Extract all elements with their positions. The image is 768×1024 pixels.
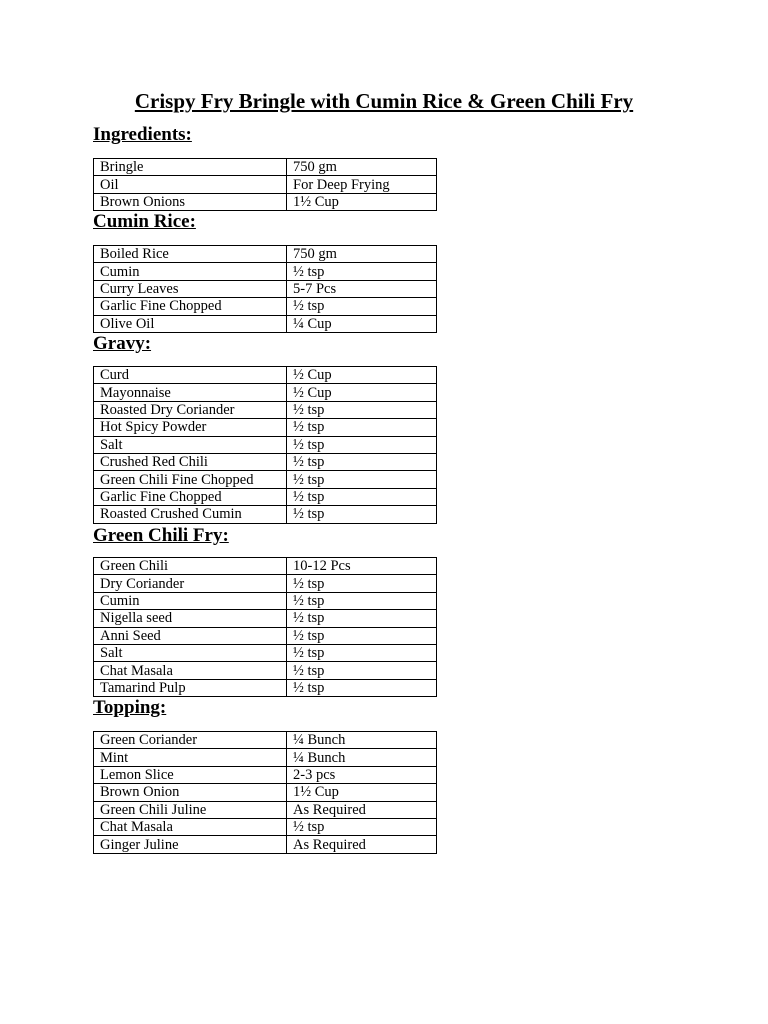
ingredient-name: Dry Coriander xyxy=(94,575,287,592)
table-row xyxy=(94,766,437,783)
section-heading-green-chili-fry: Green Chili Fry: xyxy=(93,525,229,546)
ingredient-quantity: 750 gm xyxy=(287,246,437,263)
section-heading-ingredients: Ingredients: xyxy=(93,124,192,145)
ingredient-quantity: 2-3 pcs xyxy=(287,766,437,783)
ingredients-table xyxy=(93,158,437,211)
ingredient-quantity: ½ tsp xyxy=(287,453,437,470)
table-row xyxy=(94,436,437,453)
ingredient-name: Chat Masala xyxy=(94,818,287,835)
ingredient-name: Hot Spicy Powder xyxy=(94,419,287,436)
table-row xyxy=(94,644,437,661)
table-row xyxy=(94,506,437,523)
ingredient-name: Oil xyxy=(94,176,287,193)
table-row xyxy=(94,558,437,575)
ingredient-quantity: ½ tsp xyxy=(287,610,437,627)
ingredient-quantity: ½ tsp xyxy=(287,488,437,505)
ingredient-quantity: ½ tsp xyxy=(287,627,437,644)
table-row xyxy=(94,263,437,280)
table-row xyxy=(94,419,437,436)
page-title: Crispy Fry Bringle with Cumin Rice & Green Chili Fry xyxy=(134,89,634,113)
table-row xyxy=(94,401,437,418)
ingredient-name: Salt xyxy=(94,644,287,661)
ingredient-name: Garlic Fine Chopped xyxy=(94,488,287,505)
ingredient-name: Ginger Juline xyxy=(94,836,287,853)
ingredient-name: Cumin xyxy=(94,592,287,609)
ingredient-quantity: For Deep Frying xyxy=(287,176,437,193)
ingredient-name: Curry Leaves xyxy=(94,280,287,297)
ingredient-name: Mint xyxy=(94,749,287,766)
ingredient-quantity: As Required xyxy=(287,836,437,853)
table-row xyxy=(94,627,437,644)
ingredient-quantity: 1½ Cup xyxy=(287,784,437,801)
ingredient-name: Chat Masala xyxy=(94,662,287,679)
table-row xyxy=(94,575,437,592)
green-chili-fry-table xyxy=(93,557,437,697)
ingredient-name: Green Chili xyxy=(94,558,287,575)
table-row xyxy=(94,732,437,749)
ingredient-name: Mayonnaise xyxy=(94,384,287,401)
topping-table xyxy=(93,731,437,854)
table-row xyxy=(94,280,437,297)
ingredient-name: Green Chili Juline xyxy=(94,801,287,818)
ingredient-name: Roasted Dry Coriander xyxy=(94,401,287,418)
table-row xyxy=(94,836,437,853)
ingredient-quantity: ½ tsp xyxy=(287,419,437,436)
ingredient-name: Crushed Red Chili xyxy=(94,453,287,470)
ingredient-name: Green Chili Fine Chopped xyxy=(94,471,287,488)
table-row xyxy=(94,367,437,384)
ingredient-quantity: ½ tsp xyxy=(287,818,437,835)
table-row xyxy=(94,159,437,176)
table-row xyxy=(94,246,437,263)
ingredient-quantity: 10-12 Pcs xyxy=(287,558,437,575)
table-row xyxy=(94,592,437,609)
ingredient-name: Lemon Slice xyxy=(94,766,287,783)
ingredient-quantity: ½ tsp xyxy=(287,471,437,488)
section-heading-topping: Topping: xyxy=(93,697,167,718)
ingredient-quantity: As Required xyxy=(287,801,437,818)
ingredient-name: Olive Oil xyxy=(94,315,287,332)
ingredient-quantity: ½ tsp xyxy=(287,298,437,315)
ingredient-quantity: ½ tsp xyxy=(287,644,437,661)
ingredient-quantity: ½ tsp xyxy=(287,592,437,609)
ingredient-name: Roasted Crushed Cumin xyxy=(94,506,287,523)
section-heading-gravy: Gravy: xyxy=(93,333,152,354)
table-row xyxy=(94,784,437,801)
ingredient-name: Garlic Fine Chopped xyxy=(94,298,287,315)
ingredient-quantity: 5-7 Pcs xyxy=(287,280,437,297)
ingredient-name: Brown Onions xyxy=(94,193,287,210)
ingredient-quantity: ½ Cup xyxy=(287,384,437,401)
ingredient-name: Bringle xyxy=(94,159,287,176)
ingredient-name: Brown Onion xyxy=(94,784,287,801)
table-row xyxy=(94,818,437,835)
ingredient-name: Anni Seed xyxy=(94,627,287,644)
table-row xyxy=(94,662,437,679)
ingredient-name: Boiled Rice xyxy=(94,246,287,263)
ingredient-quantity: ½ tsp xyxy=(287,506,437,523)
table-row xyxy=(94,453,437,470)
table-row xyxy=(94,315,437,332)
table-row xyxy=(94,610,437,627)
ingredient-quantity: ½ tsp xyxy=(287,575,437,592)
ingredient-quantity: ½ tsp xyxy=(287,679,437,696)
table-row xyxy=(94,298,437,315)
ingredient-quantity: ¼ Bunch xyxy=(287,749,437,766)
ingredient-quantity: ½ tsp xyxy=(287,662,437,679)
ingredient-name: Nigella seed xyxy=(94,610,287,627)
ingredient-quantity: ½ tsp xyxy=(287,401,437,418)
table-row xyxy=(94,801,437,818)
gravy-table xyxy=(93,366,437,524)
section-heading-cumin-rice: Cumin Rice: xyxy=(93,211,196,232)
ingredient-quantity: ½ Cup xyxy=(287,367,437,384)
ingredient-name: Green Coriander xyxy=(94,732,287,749)
table-row xyxy=(94,176,437,193)
table-row xyxy=(94,384,437,401)
ingredient-quantity: ¼ Bunch xyxy=(287,732,437,749)
ingredient-name: Curd xyxy=(94,367,287,384)
ingredient-name: Cumin xyxy=(94,263,287,280)
table-row xyxy=(94,471,437,488)
ingredient-quantity: 750 gm xyxy=(287,159,437,176)
ingredient-quantity: ¼ Cup xyxy=(287,315,437,332)
table-row xyxy=(94,488,437,505)
ingredient-quantity: ½ tsp xyxy=(287,436,437,453)
ingredient-name: Tamarind Pulp xyxy=(94,679,287,696)
cumin-rice-table xyxy=(93,245,437,333)
ingredient-quantity: 1½ Cup xyxy=(287,193,437,210)
ingredient-name: Salt xyxy=(94,436,287,453)
table-row xyxy=(94,749,437,766)
ingredient-quantity: ½ tsp xyxy=(287,263,437,280)
